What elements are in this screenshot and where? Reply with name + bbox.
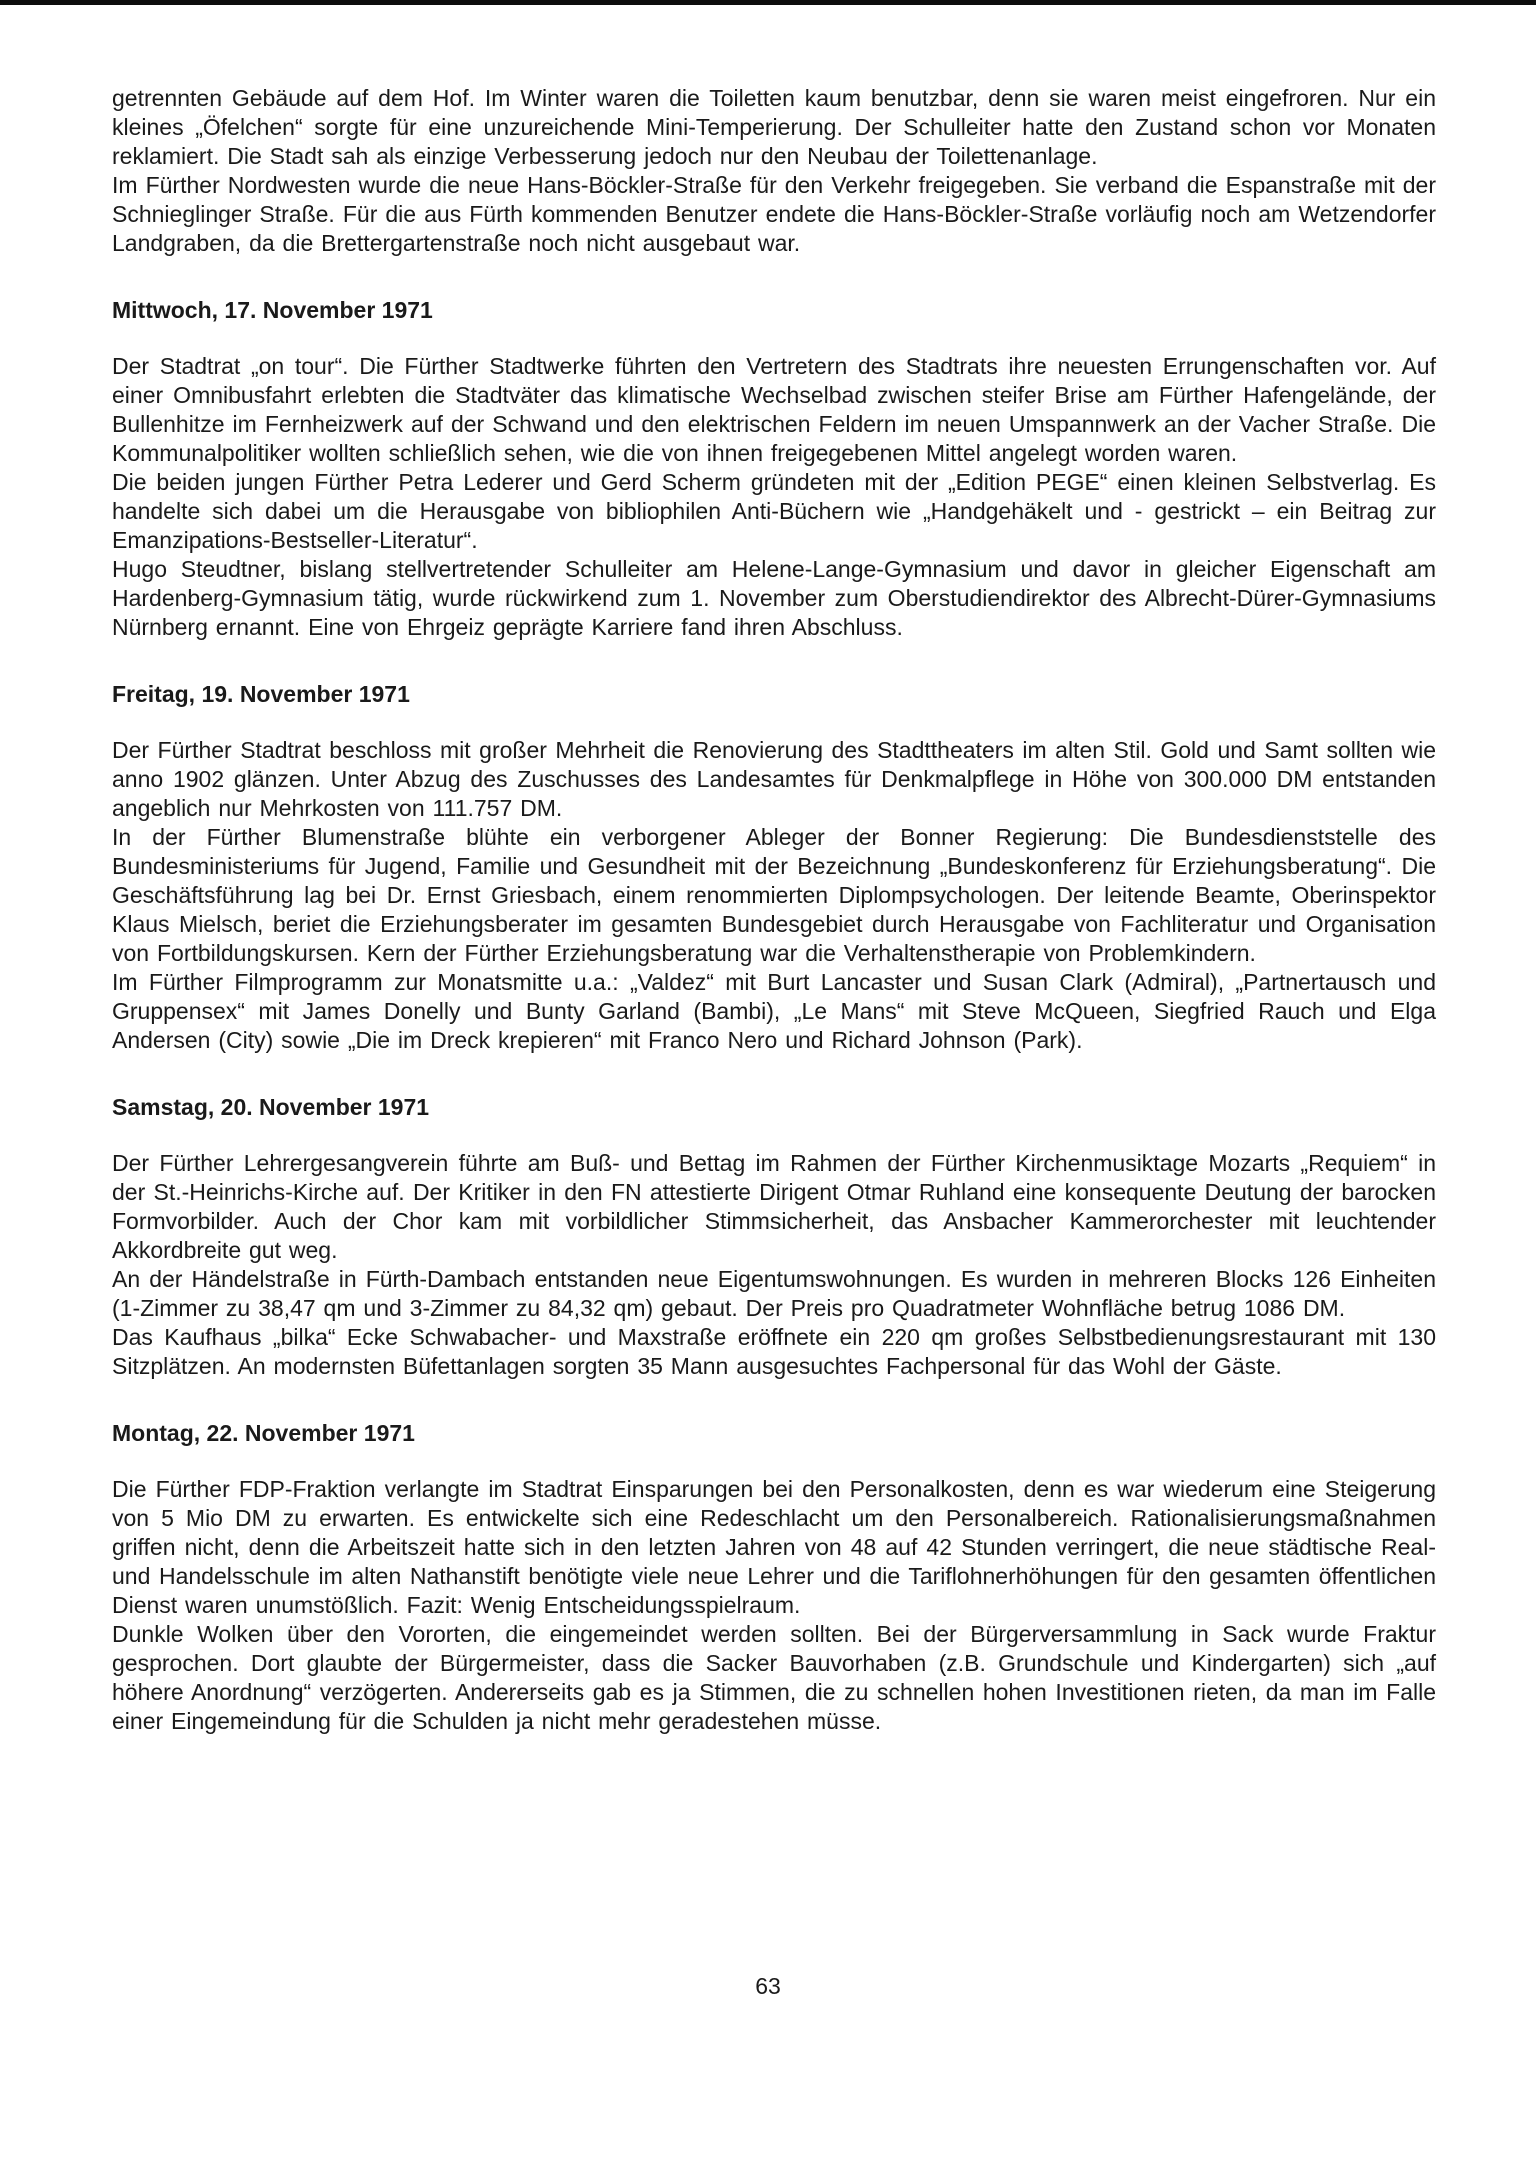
paragraph-toiletten: getrennten Gebäude auf dem Hof. Im Winter waren die Toiletten kaum benutzbar, denn sie waren meist eingefroren. Nur ein kleines „Öfelchen“ sorgte für eine unzureichende Mini-Temperierung. Der Schulleiter hatte den Zustand schon vor Monaten reklamiert. Die Stadt sah als einzige Verbesserung jedoch nur den Neubau der Toilettenanlage. <box>112 85 1436 169</box>
section-continued <box>112 84 1436 258</box>
paragraph-hugo-steudtner: Hugo Steudtner, bislang stellvertretender Schulleiter am Helene-Lange-Gymnasium und davor in gleicher Eigenschaft am Hardenberg-Gymnasium tätig, wurde rückwirkend zum 1. November zum Oberstudiendirektor des Albrecht-Dürer-Gymnasiums Nürnberg ernannt. Eine von Ehrgeiz geprägte Karriere fand ihren Abschluss. <box>112 556 1436 640</box>
date-heading-freitag-19-november: Freitag, 19. November 1971 <box>112 681 410 707</box>
paragraph-filmprogramm: Im Fürther Filmprogramm zur Monatsmitte u.a.: „Valdez“ mit Burt Lancaster und Susan Clark (Admiral), „Partnertausch und Gruppensex“ mit James Donelly und Bunty Garland (Bambi), „Le Mans“ mit Steve McQueen, Siegfried Rauch und Elga Andersen (City) sowie „Die im Dreck krepieren“ mit Franco Nero und Richard Johnson (Park). <box>112 969 1436 1053</box>
paragraph-lehrergesangverein: Der Fürther Lehrergesangverein führte am Buß- und Bettag im Rahmen der Fürther Kirchenmusiktage Mozarts „Requiem“ in der St.-Heinrichs-Kirche auf. Der Kritiker in den FN attestierte Dirigent Otmar Ruhland eine konsequente Deutung der barocken Formvorbilder. Auch der Chor kam mit vorbildlicher Stimmsicherheit, das Ansbacher Kammerorchester mit leuchtender Akkordbreite gut weg. <box>112 1150 1436 1263</box>
paragraph-haendelstrasse-wohnungen: An der Händelstraße in Fürth-Dambach entstanden neue Eigentumswohnungen. Es wurden in mehreren Blocks 126 Einheiten (1-Zimmer zu 38,47 qm und 3-Zimmer zu 84,32 qm) gebaut. Der Preis pro Quadratmeter Wohnfläche betrug 1086 DM. <box>112 1266 1436 1321</box>
paragraph-stadttheater-renovierung: Der Fürther Stadtrat beschloss mit großer Mehrheit die Renovierung des Stadttheaters im alten Stil. Gold und Samt sollten wie anno 1902 glänzen. Unter Abzug des Zuschusses des Landesamtes für Denkmalpflege in Höhe von 300.000 DM entstanden angeblich nur Mehrkosten von 111.757 DM. <box>112 737 1436 821</box>
date-heading-mittwoch-17-november: Mittwoch, 17. November 1971 <box>112 297 433 323</box>
section-montag-22-november <box>112 1419 1436 1736</box>
date-heading-samstag-20-november: Samstag, 20. November 1971 <box>112 1094 430 1120</box>
section-samstag-20-november <box>112 1093 1436 1381</box>
scan-edge-artifact <box>0 0 1536 5</box>
paragraph-kaufhaus-bilka: Das Kaufhaus „bilka“ Ecke Schwabacher- und Maxstraße eröffnete ein 220 qm großes Selbstbedienungsrestaurant mit 130 Sitzplätzen. An modernsten Büfettanlagen sorgten 35 Mann ausgesuchtes Fachpersonal für das Wohl der Gäste. <box>112 1324 1436 1379</box>
paragraph-fdp-personalkosten: Die Fürther FDP-Fraktion verlangte im Stadtrat Einsparungen bei den Personalkosten, denn es war wiederum eine Steigerung von 5 Mio DM zu erwarten. Es entwickelte sich eine Redeschlacht um den Personalbereich. Rationalisierungsmaßnahmen griffen nicht, denn die Arbeitszeit hatte sich in den letzten Jahren von 48 auf 42 Stunden verringert, die neue städtische Real- und Handelsschule im alten Nathanstift benötigte viele neue Lehrer und die Tariflohnerhöhungen für den gesamten öffentlichen Dienst waren unumstößlich. Fazit: Wenig Entscheidungsspielraum. <box>112 1476 1436 1618</box>
paragraph-bundeskonferenz-erziehungsberatung: In der Fürther Blumenstraße blühte ein verborgener Ableger der Bonner Regierung: Die Bundesdienststelle des Bundesministeriums für Jugend, Familie und Gesundheit mit der Bezeichnung „Bundeskonferenz für Erziehungsberatung“. Die Geschäftsführung lag bei Dr. Ernst Griesbach, einem renommierten Diplompsychologen. Der leitende Beamte, Oberinspektor Klaus Mielsch, beriet die Erziehungsberater im gesamten Bundesgebiet durch Herausgabe von Fachliteratur und Organisation von Fortbildungskursen. Kern der Fürther Erziehungsberatung war die Verhaltenstherapie von Problemkindern. <box>112 824 1436 966</box>
section-mittwoch-17-november <box>112 296 1436 642</box>
page-number: 63 <box>755 1973 781 1999</box>
paragraph-edition-pege: Die beiden jungen Fürther Petra Lederer und Gerd Scherm gründeten mit der „Edition PEGE“ einen kleinen Selbstverlag. Es handelte sich dabei um die Herausgabe von bibliophilen Anti-Büchern wie „Handgehäkelt und - gestrickt – ein Beitrag zur Emanzipations-Bestseller-Literatur“. <box>112 469 1436 553</box>
date-heading-montag-22-november: Montag, 22. November 1971 <box>112 1420 415 1446</box>
paragraph-hans-boeckler-strasse: Im Fürther Nordwesten wurde die neue Hans-Böckler-Straße für den Verkehr freigegeben. Sie verband die Espanstraße mit der Schnieglinger Straße. Für die aus Fürth kommenden Benutzer endete die Hans-Böckler-Straße vorläufig noch am Wetzendorfer Landgraben, da die Brettergartenstraße noch nicht ausgebaut war. <box>112 172 1436 256</box>
paragraph-eingemeindung-sack: Dunkle Wolken über den Vororten, die eingemeindet werden sollten. Bei der Bürgerversammlung in Sack wurde Fraktur gesprochen. Dort glaubte der Bürgermeister, dass die Sacker Bauvorhaben (z.B. Grundschule und Kindergarten) sich „auf höhere Anordnung“ verzögerten. Andererseits gab es ja Stimmen, die zu schnellen hohen Investitionen rieten, da man im Falle einer Eingemeindung für die Schulden ja nicht mehr geradestehen müsse. <box>112 1621 1436 1734</box>
section-freitag-19-november <box>112 680 1436 1055</box>
page-content <box>112 84 1436 1736</box>
paragraph-stadtrat-on-tour: Der Stadtrat „on tour“. Die Fürther Stadtwerke führten den Vertretern des Stadtrats ihre neuesten Errungenschaften vor. Auf einer Omnibusfahrt erlebten die Stadtväter das klimatische Wechselbad zwischen steifer Brise am Fürther Hafengelände, der Bullenhitze im Fernheizwerk auf der Schwand und den elektrischen Feldern im neuen Umspannwerk an der Vacher Straße. Die Kommunalpolitiker wollten schließlich sehen, wie die von ihnen freigegebenen Mittel angelegt worden waren. <box>112 353 1436 466</box>
